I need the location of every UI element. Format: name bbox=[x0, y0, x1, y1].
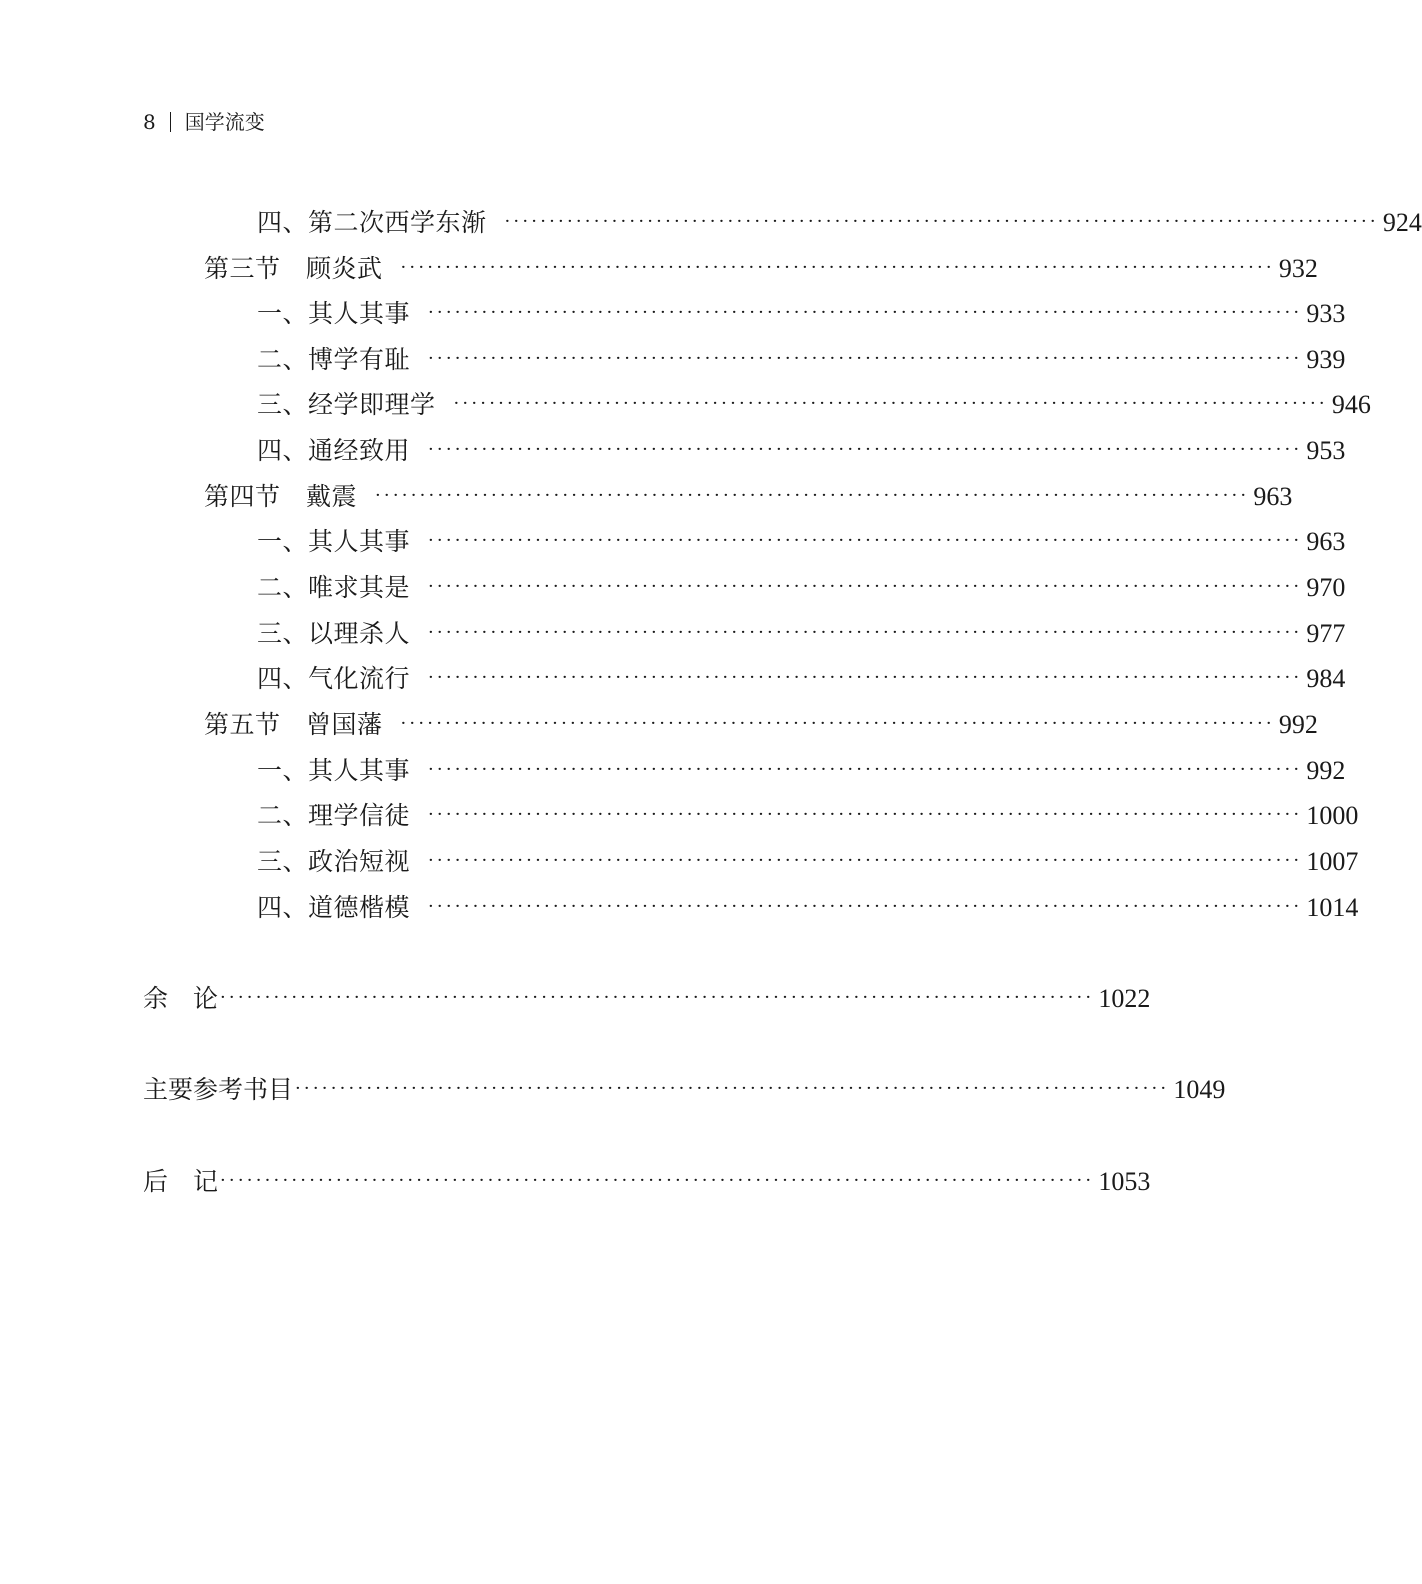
toc-entry-page: 963 bbox=[1253, 482, 1293, 511]
toc-entry-page: 953 bbox=[1306, 436, 1346, 465]
toc-entry[interactable] bbox=[143, 1073, 1226, 1110]
toc-entry-page: 1053 bbox=[1098, 1167, 1151, 1196]
dot-leader: ·································································································· bbox=[428, 302, 1303, 323]
dot-leader: ·································································································· bbox=[428, 850, 1303, 871]
toc-entry-page: 1022 bbox=[1098, 984, 1151, 1013]
toc-entry-label: 第四节 戴震 bbox=[204, 482, 358, 511]
toc-entry[interactable] bbox=[257, 434, 1346, 471]
toc-entry-label: 第三节 顾炎武 bbox=[204, 254, 383, 283]
toc-entry-page: 970 bbox=[1306, 573, 1346, 602]
toc-entry-page: 1014 bbox=[1306, 893, 1359, 922]
dot-leader: ·································································································· bbox=[428, 804, 1303, 825]
running-head bbox=[143, 108, 265, 136]
toc-entry[interactable] bbox=[257, 297, 1346, 334]
toc-entry[interactable] bbox=[257, 617, 1346, 654]
dot-leader: ·································································································· bbox=[428, 439, 1303, 460]
dot-leader: ·································································································· bbox=[220, 1170, 1095, 1191]
toc-entry[interactable] bbox=[257, 525, 1346, 562]
toc-entry-label: 一、其人其事 bbox=[257, 756, 411, 785]
toc-entry-label: 后 记 bbox=[143, 1167, 219, 1196]
toc-entry-page: 1049 bbox=[1173, 1075, 1226, 1104]
toc-entry[interactable] bbox=[143, 1165, 1151, 1202]
toc-entry-label: 三、政治短视 bbox=[257, 847, 411, 876]
toc-entry-label: 三、经学即理学 bbox=[257, 390, 436, 419]
toc-entry[interactable] bbox=[257, 343, 1346, 380]
dot-leader: ·································································································· bbox=[428, 348, 1303, 369]
dot-leader: ·································································································· bbox=[428, 622, 1303, 643]
toc-entry[interactable] bbox=[257, 571, 1346, 608]
page-number: 8 bbox=[143, 110, 156, 134]
toc-entry-label: 二、博学有耻 bbox=[257, 345, 411, 374]
dot-leader: ·································································································· bbox=[220, 987, 1095, 1008]
toc-entry[interactable] bbox=[257, 799, 1359, 836]
dot-leader: ·································································································· bbox=[400, 257, 1275, 278]
dot-leader: ·································································································· bbox=[428, 896, 1303, 917]
toc-entry-label: 四、气化流行 bbox=[257, 664, 411, 693]
dot-leader: ·································································································· bbox=[504, 211, 1379, 232]
dot-leader: ·································································································· bbox=[428, 576, 1303, 597]
toc-entry-label: 一、其人其事 bbox=[257, 299, 411, 328]
toc-entry-page: 1007 bbox=[1306, 847, 1359, 876]
header-divider bbox=[170, 112, 171, 132]
toc-entry-label: 一、其人其事 bbox=[257, 527, 411, 556]
dot-leader: ·································································································· bbox=[375, 485, 1250, 506]
dot-leader: ·································································································· bbox=[295, 1078, 1170, 1099]
toc-entry-page: 977 bbox=[1306, 619, 1346, 648]
toc-entry-label: 四、道德楷模 bbox=[257, 893, 411, 922]
toc-entry[interactable] bbox=[257, 206, 1422, 243]
toc-entry[interactable] bbox=[257, 845, 1359, 882]
dot-leader: ·································································································· bbox=[428, 530, 1303, 551]
toc-entry-label: 二、理学信徒 bbox=[257, 801, 411, 830]
toc-entry-page: 933 bbox=[1306, 299, 1346, 328]
dot-leader: ·································································································· bbox=[400, 713, 1275, 734]
toc-entry-label: 三、以理杀人 bbox=[257, 619, 411, 648]
dot-leader: ·································································································· bbox=[453, 393, 1328, 414]
toc-entry-page: 1000 bbox=[1306, 801, 1359, 830]
toc-entry[interactable] bbox=[204, 252, 1318, 289]
book-title: 国学流变 bbox=[184, 110, 265, 134]
toc-entry[interactable] bbox=[257, 388, 1371, 425]
dot-leader: ·································································································· bbox=[428, 667, 1303, 688]
toc-entry-page: 939 bbox=[1306, 345, 1346, 374]
toc-entry-page: 924 bbox=[1382, 208, 1422, 237]
dot-leader: ·································································································· bbox=[428, 759, 1303, 780]
toc-entry-page: 932 bbox=[1278, 254, 1318, 283]
toc-entry-page: 946 bbox=[1331, 390, 1371, 419]
toc-entry[interactable] bbox=[257, 891, 1359, 928]
toc-entry[interactable] bbox=[257, 754, 1346, 791]
toc-entry-page: 992 bbox=[1306, 756, 1346, 785]
toc-entry-label: 第五节 曾国藩 bbox=[204, 710, 383, 739]
toc-entry[interactable] bbox=[204, 708, 1318, 745]
toc-entry[interactable] bbox=[204, 480, 1293, 517]
toc-entry[interactable] bbox=[143, 982, 1151, 1019]
toc-entry-label: 四、第二次西学东渐 bbox=[257, 208, 487, 237]
toc-entry-page: 963 bbox=[1306, 527, 1346, 556]
toc-entry-page: 984 bbox=[1306, 664, 1346, 693]
toc-entry[interactable] bbox=[257, 662, 1346, 699]
toc-entry-label: 主要参考书目 bbox=[143, 1075, 294, 1104]
toc-entry-page: 992 bbox=[1278, 710, 1318, 739]
toc-entry-label: 四、通经致用 bbox=[257, 436, 411, 465]
toc-entry-label: 余 论 bbox=[143, 984, 219, 1013]
toc-entry-label: 二、唯求其是 bbox=[257, 573, 411, 602]
